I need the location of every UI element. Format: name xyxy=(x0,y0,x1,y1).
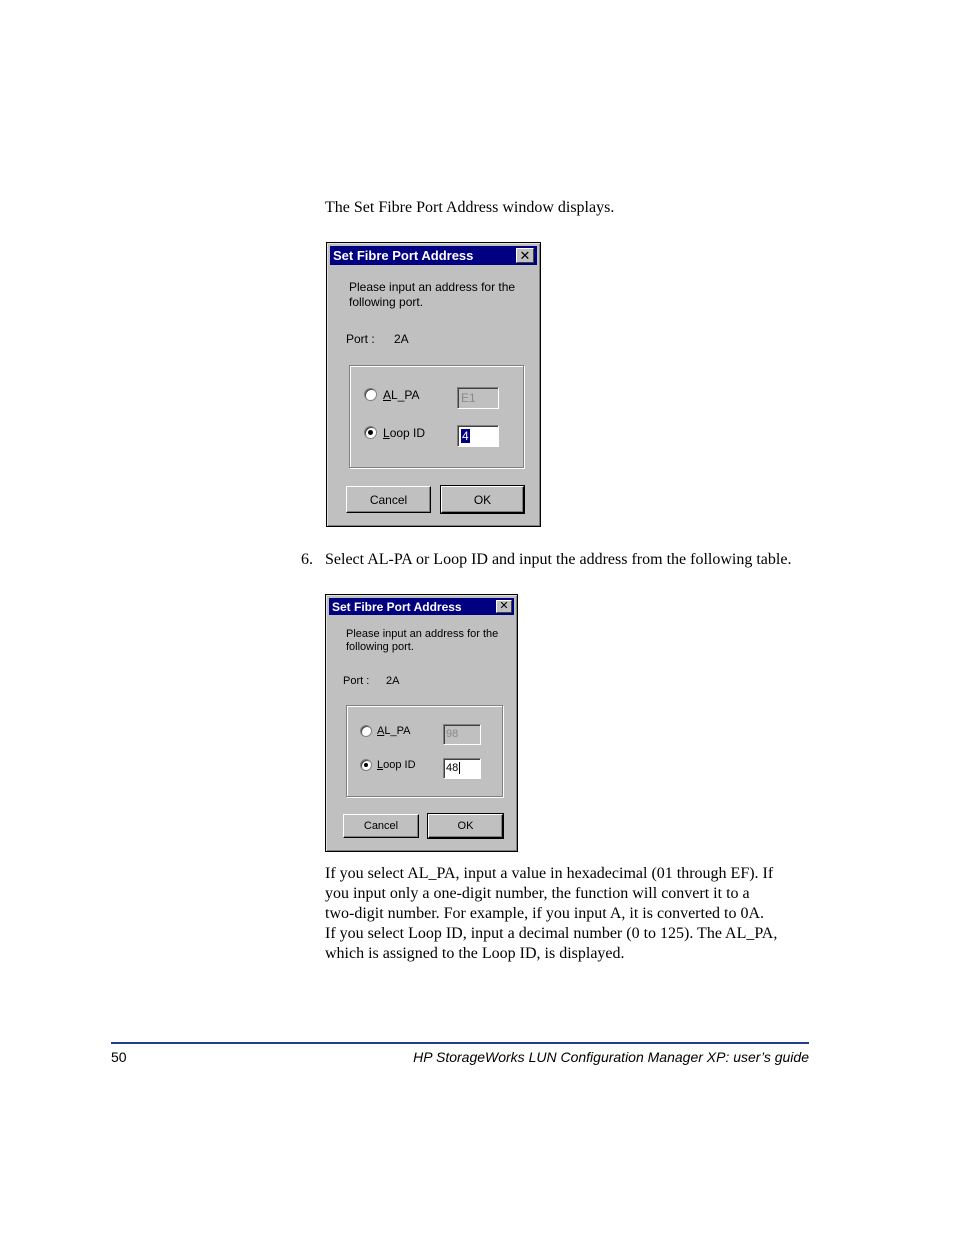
dialog-title: Set Fibre Port Address xyxy=(332,600,462,614)
radio-loop-id[interactable] xyxy=(364,426,377,439)
close-icon: ✕ xyxy=(499,600,509,612)
port-label: Port : xyxy=(346,332,375,346)
close-button[interactable] xyxy=(496,600,512,613)
alpa-label: AL_PA xyxy=(377,725,411,737)
prompt-line-1: Please input an address for the xyxy=(346,628,499,640)
alpa-label: AL_PA xyxy=(383,388,420,402)
ok-button[interactable] xyxy=(428,814,503,838)
footer-rule xyxy=(111,1042,809,1044)
step-number: 6. xyxy=(301,551,313,568)
loop-id-input[interactable] xyxy=(443,758,481,779)
loop-id-label: Loop ID xyxy=(377,759,416,771)
close-icon: ✕ xyxy=(519,248,531,263)
radio-selected-dot xyxy=(364,763,368,767)
text-cursor xyxy=(459,762,460,774)
radio-alpa[interactable] xyxy=(360,725,372,737)
alpa-input-value: E1 xyxy=(461,391,476,405)
dialog-titlebar xyxy=(330,246,537,265)
loop-id-input[interactable] xyxy=(457,425,499,447)
page-number: 50 xyxy=(111,1049,127,1065)
ok-button[interactable] xyxy=(441,486,524,513)
cancel-button[interactable] xyxy=(343,814,419,838)
loop-id-input-value: 4 xyxy=(462,429,469,443)
address-type-group xyxy=(349,365,524,468)
prompt-line-1: Please input an address for the xyxy=(349,280,516,294)
prompt-line-2: following port. xyxy=(346,641,414,653)
explanation-line-4: If you select Loop ID, input a decimal number (0 to 125). The AL_PA, xyxy=(325,925,778,942)
ok-button-label: OK xyxy=(457,820,474,832)
explanation-line-1: If you select AL_PA, input a value in hexadecimal (01 through EF). If xyxy=(325,865,774,882)
footer-doc-title: HP StorageWorks LUN Configuration Manager XP: user’s guide xyxy=(413,1049,809,1065)
ok-button-label: OK xyxy=(473,492,492,507)
radio-selected-dot xyxy=(368,430,373,435)
cancel-button-label: Cancel xyxy=(369,492,408,507)
prompt-line-2: following port. xyxy=(349,295,424,309)
alpa-input[interactable] xyxy=(457,387,499,409)
intro-text: The Set Fibre Port Address window displays. xyxy=(325,199,615,216)
explanation-line-3: two-digit number. For example, if you input A, it is converted to 0A. xyxy=(325,905,765,922)
port-value: 2A xyxy=(394,332,409,346)
explanation-line-2: you input only a one-digit number, the function will convert it to a xyxy=(325,885,750,902)
dialog-title: Set Fibre Port Address xyxy=(333,248,474,263)
cancel-button-label: Cancel xyxy=(363,820,399,832)
radio-alpa[interactable] xyxy=(364,388,377,401)
address-type-group xyxy=(346,705,503,797)
close-button[interactable] xyxy=(516,248,534,263)
set-fibre-port-address-dialog xyxy=(326,242,541,527)
cancel-button[interactable] xyxy=(346,486,431,513)
loop-id-label: Loop ID xyxy=(383,426,426,440)
step-text: Select AL-PA or Loop ID and input the address from the following table. xyxy=(325,551,792,568)
loop-id-input-value: 48 xyxy=(446,762,459,774)
explanation-line-5: which is assigned to the Loop ID, is displayed. xyxy=(325,945,625,962)
alpa-input-value: 98 xyxy=(446,728,459,740)
port-label: Port : xyxy=(343,675,370,687)
set-fibre-port-address-dialog-example xyxy=(325,594,518,852)
radio-loop-id[interactable] xyxy=(360,759,372,771)
port-value: 2A xyxy=(386,675,400,687)
alpa-input[interactable] xyxy=(443,724,481,745)
dialog-titlebar xyxy=(329,598,514,615)
